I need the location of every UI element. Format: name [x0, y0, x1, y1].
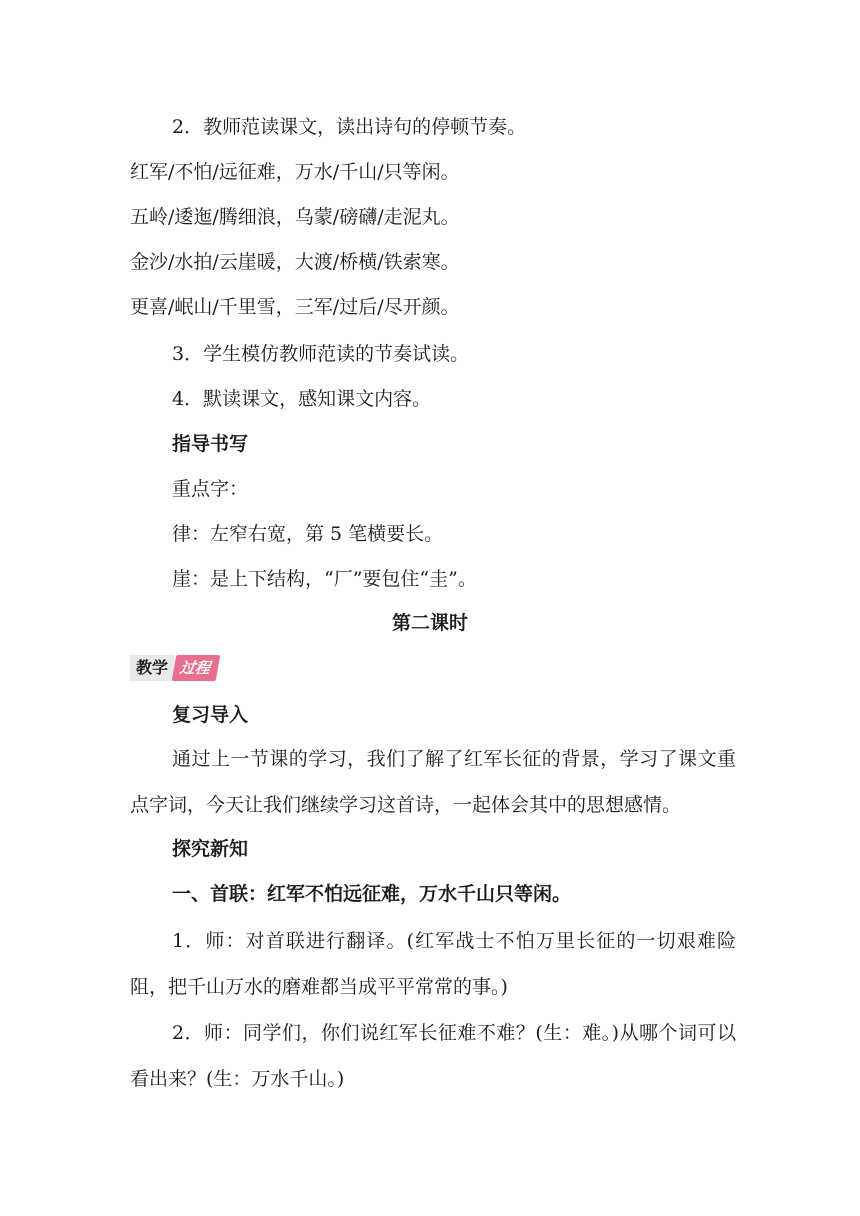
- poem-line-4: 更喜/岷山/千里雪，三军/过后/尽开颜。: [130, 296, 460, 318]
- lesson-title: 第二课时: [391, 612, 468, 634]
- step-3: 3．学生模仿教师范读的节奏试读。: [172, 343, 470, 365]
- key-char-2: 崖：是上下结构，“厂”要包住“圭”。: [172, 568, 477, 590]
- question-2: 2．师：同学们，你们说红军长征难不难？(生：难。)从哪个词可以看出来？(生：万水千山。): [130, 1022, 736, 1090]
- explore-heading: 探究新知: [172, 838, 249, 860]
- review-heading: 复习导入: [172, 704, 249, 726]
- question-1: 1．师：对首联进行翻译。(红军战士不怕万里长征的一切艰难险阻，把千山万水的磨难都当成平平常常的事。): [130, 930, 736, 998]
- couplet-1-heading: 一、首联：红军不怕远征难，万水千山只等闲。: [172, 883, 572, 905]
- step-2: 2．教师范读课文，读出诗句的停顿节奏。: [172, 116, 527, 138]
- review-paragraph: 通过上一节课的学习，我们了解了红军长征的背景，学习了课文重点字词，今天让我们继续学习这首诗，一起体会其中的思想感情。: [130, 748, 736, 816]
- poem-line-1: 红军/不怕/远征难，万水/千山/只等闲。: [130, 161, 460, 183]
- key-char-1: 律：左窄右宽，第 5 笔横要长。: [172, 523, 444, 545]
- badge-left-label: 教学: [130, 655, 174, 681]
- poem-line-2: 五岭/逶迤/腾细浪，乌蒙/磅礴/走泥丸。: [130, 206, 460, 228]
- key-chars-label: 重点字：: [172, 478, 249, 500]
- badge-right-label: 过程: [172, 655, 221, 681]
- writing-heading: 指导书写: [172, 433, 249, 455]
- poem-line-3: 金沙/水拍/云崖暖，大渡/桥横/铁索寒。: [130, 251, 460, 273]
- step-4: 4．默读课文，感知课文内容。: [172, 388, 432, 410]
- teaching-process-badge: [130, 655, 218, 681]
